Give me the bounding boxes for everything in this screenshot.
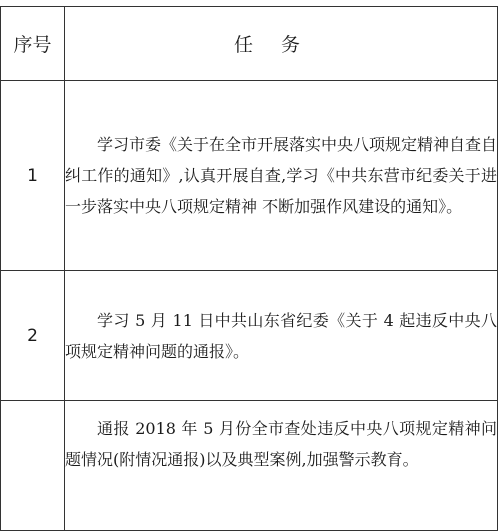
row-number: 2 [1,271,65,401]
row-task-text: 通报 2018 年 5 月份全市查处违反中央八项规定精神问题情况(附情况通报)以及典型案例,加强警示教育。 [65,419,497,469]
row-task [65,271,498,401]
header-number: 序号 [1,7,65,81]
table-header-row [1,7,498,81]
table-row [1,81,498,271]
row-task [65,401,498,531]
row-task-text: 学习市委《关于在全市开展落实中央八项规定精神自查自纠工作的通知》,认真开展自查,学习《中共东营市纪委关于进一步落实中央八项规定精神 不断加强作风建设的通知》。 [65,135,498,216]
table-row [1,271,498,401]
row-number [1,401,65,531]
row-number: 1 [1,81,65,271]
header-task: 任务 [65,7,498,81]
task-table [0,6,498,531]
row-task [65,81,498,271]
row-task-text: 学习 5 月 11 日中共山东省纪委《关于 4 起违反中央八项规定精神问题的通报》。 [65,310,497,361]
table-row [1,401,498,531]
